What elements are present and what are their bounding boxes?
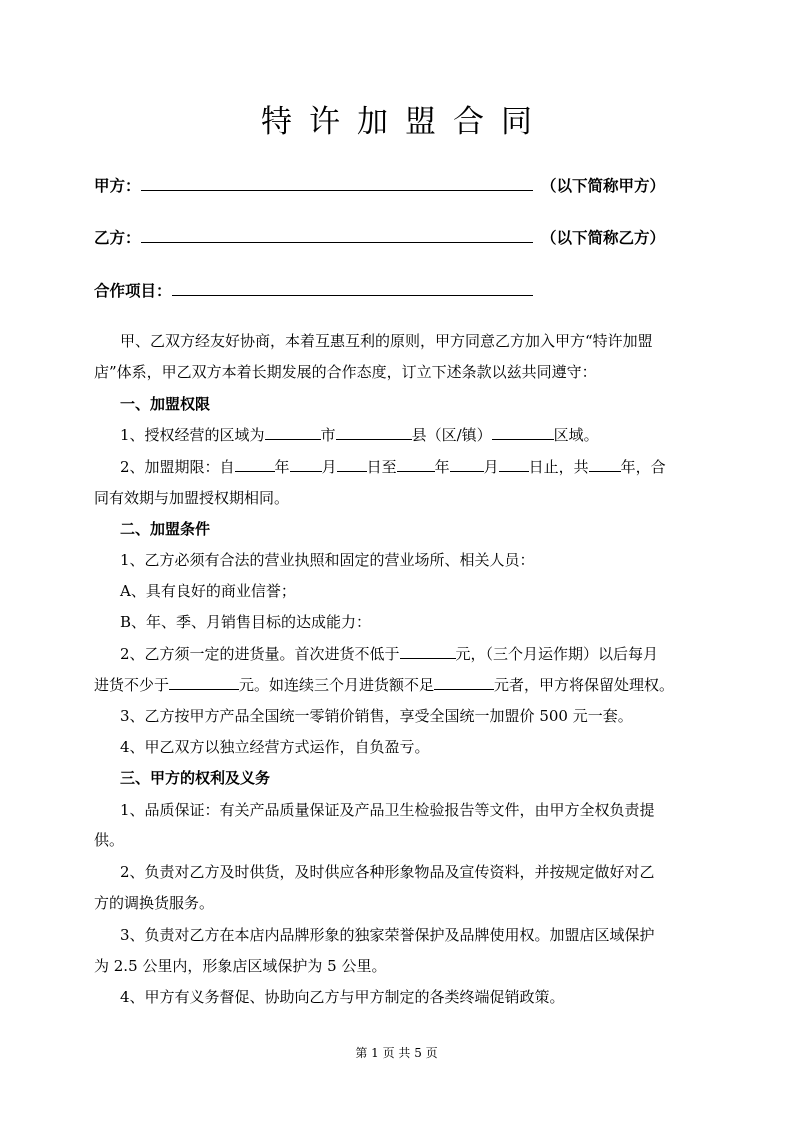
- text: 元，（三个月运作期）以后每月: [455, 645, 659, 663]
- section-3-item-4: 4、甲方有义务督促、协助向乙方与甲方制定的各类终端促销政策。: [120, 988, 565, 1006]
- end-year-blank[interactable]: [397, 456, 435, 472]
- section-2-item-a: A、具有良好的商业信誉；: [120, 582, 296, 600]
- text: 进货不少于: [94, 676, 170, 694]
- section-3-item-1-line-2: 供。: [94, 831, 125, 849]
- party-a-label: 甲方：: [94, 177, 141, 195]
- text: 县（区/镇）: [411, 426, 492, 444]
- text: 2、加盟期限：自: [120, 458, 235, 476]
- section-3-item-2-line-2: 方的调换货服务。: [94, 894, 215, 912]
- section-3-item-3: 3、负责对乙方在本店内品牌形象的独家荣誉保护及品牌使用权。加盟店区域保护: [120, 926, 655, 944]
- party-a-blank[interactable]: [141, 174, 533, 191]
- end-month-blank[interactable]: [450, 456, 484, 472]
- party-a-line: [94, 174, 533, 196]
- text: 年: [274, 458, 290, 476]
- text: 年，合: [620, 458, 666, 476]
- county-blank[interactable]: [336, 424, 412, 440]
- section-1-item-2: [120, 456, 730, 477]
- section-2-item-4: 4、甲乙双方以独立经营方式运作，自负盈亏。: [120, 738, 430, 756]
- section-1-heading: 一、加盟权限: [120, 395, 211, 413]
- section-1-item-1: [120, 424, 730, 445]
- party-b-blank[interactable]: [141, 226, 533, 243]
- section-2-item-2: [120, 643, 730, 664]
- text: 月: [483, 458, 499, 476]
- text: 市: [320, 426, 336, 444]
- section-3-item-3-line-2: 为 2.5 公里内，形象店区域保护为 5 公里。: [94, 957, 387, 975]
- first-order-blank[interactable]: [400, 643, 456, 659]
- start-month-blank[interactable]: [290, 456, 322, 472]
- text: 元。如连续三个月进货额不足: [239, 676, 435, 694]
- text: 1、授权经营的区域为: [120, 426, 265, 444]
- text: 日止，共: [528, 458, 589, 476]
- section-3-item-1: 1、品质保证：有关产品质量保证及产品卫生检验报告等文件，由甲方全权负责提: [120, 801, 655, 819]
- text: 年: [434, 458, 450, 476]
- text: 区域。: [553, 426, 599, 444]
- party-b-suffix: （以下简称乙方）: [541, 229, 666, 247]
- area-blank[interactable]: [492, 424, 554, 440]
- section-1-item-2-line-2: 同有效期与加盟授权期相同。: [94, 489, 290, 507]
- section-2-item-3: 3、乙方按甲方产品全国统一零销价销售，享受全国统一加盟价 500 元一套。: [120, 707, 633, 725]
- text: 日至: [366, 458, 397, 476]
- section-3-heading: 三、甲方的权利及义务: [120, 769, 271, 787]
- project-line: [94, 279, 533, 301]
- party-b-label: 乙方：: [94, 229, 141, 247]
- text: 月: [321, 458, 337, 476]
- document-title: 特许加盟合同: [261, 104, 549, 140]
- section-2-heading: 二、加盟条件: [120, 520, 211, 538]
- party-a-suffix: （以下简称甲方）: [541, 177, 666, 195]
- intro-line-2: 店”体系，甲乙双方本着长期发展的合作态度，订立下述条款以兹共同遵守：: [94, 363, 597, 381]
- text: 2、乙方须一定的进货量。首次进货不低于: [120, 645, 400, 663]
- start-day-blank[interactable]: [337, 456, 367, 472]
- start-year-blank[interactable]: [235, 456, 275, 472]
- threshold-blank[interactable]: [434, 674, 494, 690]
- page-footer: 第 1 页 共 5 页: [355, 1046, 438, 1060]
- end-day-blank[interactable]: [499, 456, 529, 472]
- text: 元者，甲方将保留处理权。: [494, 676, 675, 694]
- project-blank[interactable]: [172, 279, 533, 296]
- section-3-item-2: 2、负责对乙方及时供货，及时供应各种形象物品及宣传资料，并按规定做好对乙: [120, 863, 655, 881]
- party-b-line: [94, 226, 533, 248]
- monthly-order-blank[interactable]: [169, 674, 239, 690]
- section-2-item-1: 1、乙方必须有合法的营业执照和固定的营业场所、相关人员：: [120, 551, 535, 569]
- total-years-blank[interactable]: [589, 456, 621, 472]
- section-2-item-b: B、年、季、月销售目标的达成能力：: [120, 613, 372, 631]
- intro-line-1: 甲、乙双方经友好协商，本着互惠互利的原则，甲方同意乙方加入甲方“特许加盟: [120, 332, 653, 350]
- project-label: 合作项目：: [94, 282, 172, 300]
- section-2-item-2-line-2: [94, 674, 704, 695]
- city-blank[interactable]: [265, 424, 321, 440]
